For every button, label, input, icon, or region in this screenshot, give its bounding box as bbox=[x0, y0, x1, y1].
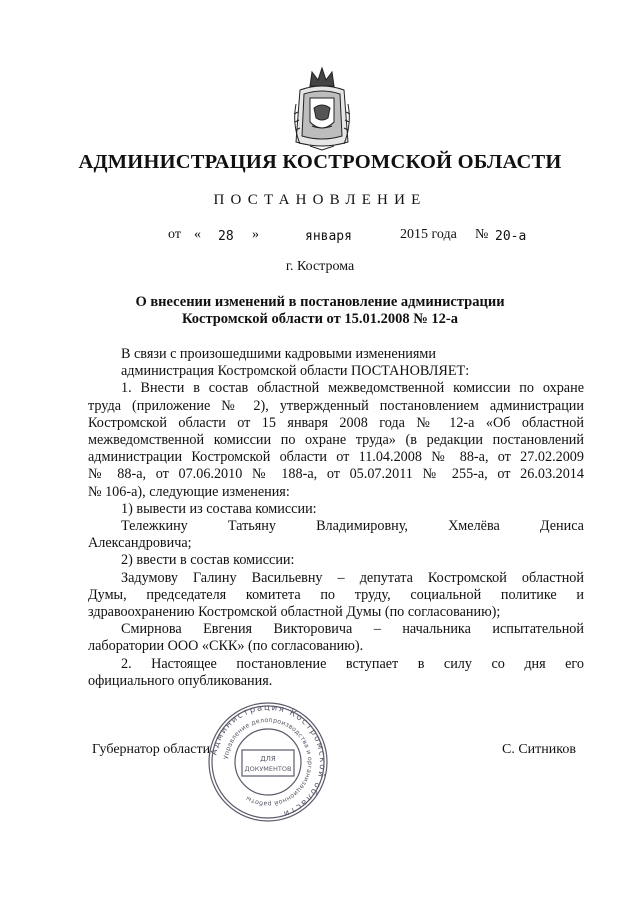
title-line: О внесении изменений в постановление администрации bbox=[135, 294, 505, 310]
body-line: № 106-а), следующие изменения: bbox=[88, 483, 290, 500]
body-line: Задумову Галину Васильевну – депутата Костромской областной bbox=[121, 569, 584, 586]
number-sign: № bbox=[475, 227, 489, 242]
body-line: лаборатории ООО «СКК» (по согласованию). bbox=[88, 638, 364, 655]
stamp-center-line1: ДЛЯ bbox=[260, 755, 276, 763]
body-line: официального опубликования. bbox=[88, 672, 273, 689]
coat-of-arms-icon bbox=[290, 64, 354, 152]
body-line: Александровича; bbox=[88, 535, 192, 552]
stamp-center-line2: ДОКУМЕНТОВ bbox=[244, 765, 292, 773]
stamp-inner-text: Управление делопроизводства и организационной работы bbox=[223, 716, 314, 808]
body-line: Смирнова Евгения Викторовича – начальника испытательной bbox=[121, 621, 584, 638]
body-line: администрации Костромской области от 11.04.2008 № 88-а, от 27.02.2009 bbox=[88, 449, 584, 466]
body-line: № 88-а, от 07.06.2010 № 188-а, от 05.07.2011 № 255-а, от 26.03.2014 bbox=[88, 466, 584, 483]
stamp-outer-text: Администрация Костромской области bbox=[209, 702, 328, 819]
body-line: администрация Костромской области ПОСТАНОВЛЯЕТ: bbox=[121, 363, 470, 380]
round-stamp-icon bbox=[206, 700, 330, 824]
body-line: 2) ввести в состав комиссии: bbox=[121, 552, 295, 569]
word: Дениса bbox=[539, 518, 584, 535]
date-month: января bbox=[305, 229, 352, 244]
document-title bbox=[90, 294, 550, 328]
date-day: 28 bbox=[218, 229, 234, 244]
word: Тележкину bbox=[121, 518, 188, 535]
body-line: 1) вывести из состава комиссии: bbox=[121, 500, 317, 517]
body-line: Думы, председателя комитета по труду, социальной политике и bbox=[88, 586, 584, 603]
body-line: В связи с произошедшими кадровыми изменениями bbox=[121, 346, 436, 362]
body-line: межведомственной комиссии по охране труда» (в редакции постановлений bbox=[88, 432, 584, 449]
date-quote-close: » bbox=[252, 227, 259, 242]
signatory-position: Губернатор области bbox=[92, 742, 211, 757]
city: г. Кострома bbox=[285, 259, 355, 274]
date-quote-open: « bbox=[194, 227, 201, 242]
body-line: 1. Внести в состав областной межведомственной комиссии по охране bbox=[121, 380, 584, 397]
organization-title: АДМИНИСТРАЦИЯ КОСТРОМСКОЙ ОБЛАСТИ bbox=[78, 151, 562, 173]
document-type: ПОСТАНОВЛЕНИЕ bbox=[213, 192, 427, 208]
document-number: 20-а bbox=[495, 229, 527, 244]
signatory-name: С. Ситников bbox=[502, 742, 576, 757]
body-line bbox=[88, 518, 584, 535]
date-prefix: от bbox=[168, 227, 181, 242]
body-line: здравоохранению Костромской областной Думы (по согласованию); bbox=[88, 604, 501, 621]
body-line: Костромской области от 15 января 2008 года № 12-а «Об областной bbox=[88, 414, 584, 431]
word: Хмелёва bbox=[448, 518, 500, 535]
body-line: 2. Настоящее постановление вступает в силу со дня его bbox=[121, 655, 584, 672]
word: Татьяну bbox=[227, 518, 276, 535]
word: Владимировну, bbox=[316, 518, 408, 535]
document-body bbox=[88, 346, 584, 690]
date-year: 2015 года bbox=[400, 227, 457, 242]
body-line: труда (приложение № 2), утвержденный постановлением администрации bbox=[88, 397, 584, 414]
title-line: Костромской области от 15.01.2008 № 12-а bbox=[181, 311, 459, 327]
